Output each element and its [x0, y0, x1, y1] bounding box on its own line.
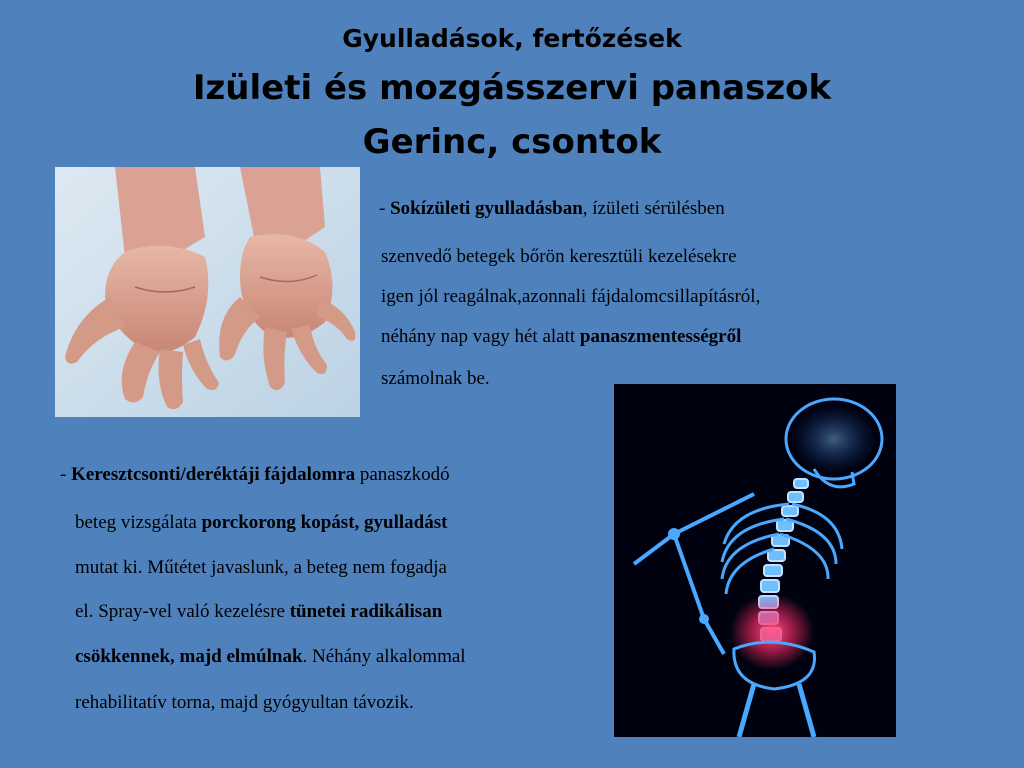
bullet-dash: -	[60, 464, 72, 485]
paragraph-line: számolnak be.	[381, 368, 490, 389]
paragraph-polyarthritis	[381, 198, 901, 398]
text-span: néhány nap vagy hét alatt	[381, 326, 580, 347]
hands-photo	[55, 167, 360, 417]
text-span: . Néhány alkalommal	[302, 646, 466, 667]
bold-text: tünetei radikálisan	[289, 601, 443, 622]
slide-title-line3: Gerinc, csontok	[362, 122, 662, 162]
bullet-dash: -	[379, 198, 391, 219]
bold-text: csökkennek, majd elmúlnak	[75, 646, 303, 667]
paragraph-line	[381, 326, 741, 348]
text-span: el. Spray-vel való kezelésre	[75, 601, 290, 622]
paragraph-lower-back	[60, 464, 610, 724]
bold-text: panaszmentességről	[579, 326, 742, 347]
paragraph-line	[75, 646, 466, 668]
paragraph-line	[75, 512, 447, 534]
bold-text: Keresztcsonti/deréktáji fájdalomra	[71, 464, 356, 485]
bold-text: porckorong kopást, gyulladást	[201, 512, 448, 533]
text-span: beteg vizsgálata	[75, 512, 202, 533]
skeleton-illustration	[614, 384, 896, 737]
paragraph-line	[75, 601, 442, 623]
text-span: , ízületi sérülésben	[582, 198, 725, 219]
skeleton-xray-photo	[614, 384, 896, 737]
paragraph-line	[379, 198, 725, 220]
paragraph-line: igen jól reagálnak,azonnali fájdalomcsillapításról,	[381, 286, 761, 307]
paragraph-line: rehabilitatív torna, majd gyógyultan távozik.	[75, 692, 414, 713]
slide-title-line2: Izületi és mozgásszervi panaszok	[192, 68, 832, 108]
slide-title-line1: Gyulladások, fertőzések	[342, 24, 682, 53]
bold-text: Sokízületi gyulladásban	[390, 198, 583, 219]
text-span: panaszkodó	[355, 464, 450, 485]
paragraph-line: mutat ki. Műtétet javaslunk, a beteg nem fogadja	[75, 557, 447, 578]
paragraph-line: szenvedő betegek bőrön keresztüli kezelésekre	[381, 246, 737, 267]
hands-illustration	[55, 167, 360, 417]
paragraph-line	[60, 464, 450, 486]
